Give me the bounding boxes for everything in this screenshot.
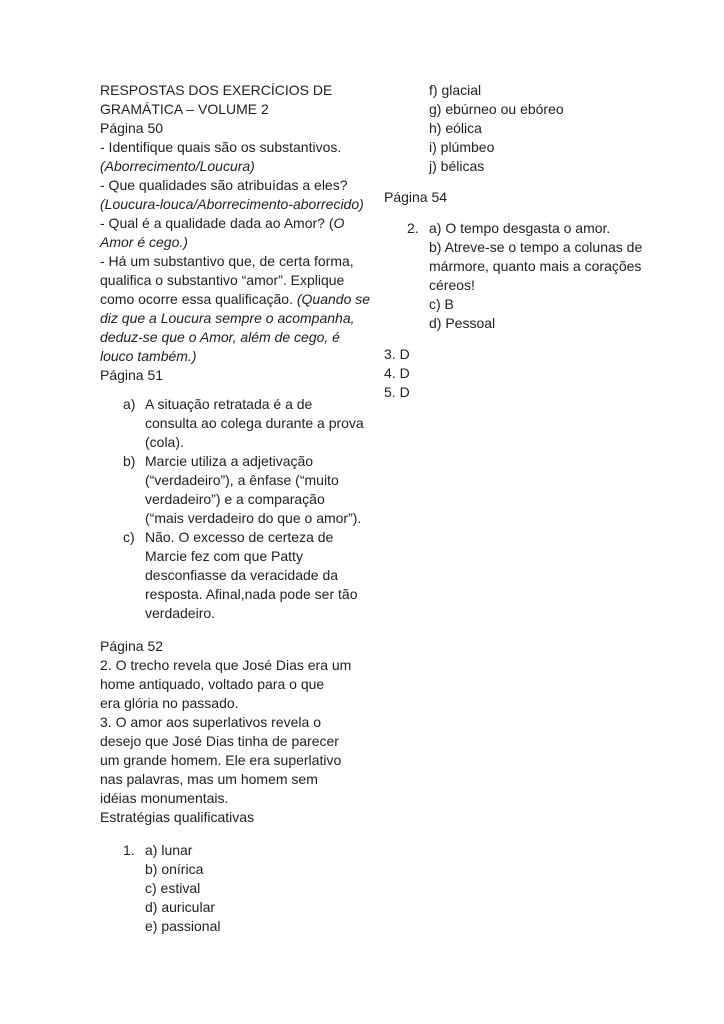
text-line: b) onírica xyxy=(145,861,204,877)
text-line: desconfiasse da veracidade da xyxy=(145,567,339,583)
text-line: como ocorre essa qualificação. (Quando se xyxy=(100,291,371,307)
list-marker: 2. xyxy=(407,220,419,236)
page-heading: Página 52 xyxy=(100,638,164,654)
text-line: - Há um substantivo que, de certa forma, xyxy=(100,253,354,269)
intro-block xyxy=(100,81,382,385)
question-2-item xyxy=(384,219,666,333)
text-line: g) ebúrneo ou ebóreo xyxy=(429,101,564,117)
text-line: qualifica o substantivo “amor”. Explique xyxy=(100,272,345,288)
text-line: a) lunar xyxy=(145,842,193,858)
text-line: 2. O trecho revela que José Dias era um xyxy=(100,657,352,673)
text-line: louco também.) xyxy=(100,348,197,364)
text-line: d) Pessoal xyxy=(429,315,496,331)
text-line: (Loucura-louca/Aborrecimento-aborrecido) xyxy=(100,196,364,212)
text-line: a) O tempo desgasta o amor. xyxy=(429,220,611,236)
text-line: verdadeiro. xyxy=(145,605,216,621)
text-line: - Identifique quais são os substantivos. xyxy=(100,139,342,155)
text-line: (Aborrecimento/Loucura) xyxy=(100,158,255,174)
list-marker: 1. xyxy=(123,842,135,858)
text-line: Não. O excesso de certeza de xyxy=(145,529,334,545)
text-line: Marcie fez com que Patty xyxy=(145,548,303,564)
answers-3-4-5-block xyxy=(384,345,666,402)
text-line: - Qual é a qualidade dada ao Amor? (O xyxy=(100,215,345,231)
text-line: Estratégias qualificativas xyxy=(100,809,255,825)
text-line: 3. D xyxy=(384,346,410,362)
page-heading: Página 51 xyxy=(100,367,164,383)
text-line: - Que qualidades são atribuídas a eles? xyxy=(100,177,348,193)
pagina-52-block xyxy=(100,637,382,827)
page-heading: Página 54 xyxy=(384,189,448,205)
text-line: um grande homem. Ele era superlativo xyxy=(100,752,342,768)
question-1-continuation xyxy=(384,81,666,176)
text-line: resposta. Afinal,nada pode ser tão xyxy=(145,586,358,602)
text-line: nas palavras, mas um homem sem xyxy=(100,771,318,787)
text-line: 3. O amor aos superlativos revela o xyxy=(100,714,321,730)
text-line: céreos! xyxy=(429,277,475,293)
text-line: c) estival xyxy=(145,880,201,896)
text-line: i) plúmbeo xyxy=(429,139,495,155)
question-1-item xyxy=(100,841,382,936)
text-line: era glória no passado. xyxy=(100,695,239,711)
text-line: diz que a Loucura sempre o acompanha, xyxy=(100,310,355,326)
text-line: deduz-se que o Amor, além de cego, é xyxy=(100,329,340,345)
list-marker: b) xyxy=(123,453,136,469)
text-line: 4. D xyxy=(384,365,410,381)
text-line: c) B xyxy=(429,296,454,312)
text-line: h) eólica xyxy=(429,120,482,136)
text-line: Marcie utiliza a adjetivação xyxy=(145,453,314,469)
text-line: home antiquado, voltado para o que xyxy=(100,676,325,692)
text-line: f) glacial xyxy=(429,82,482,98)
text-line: (“mais verdadeiro do que o amor”). xyxy=(145,510,362,526)
document-title-line: RESPOSTAS DOS EXERCÍCIOS DE xyxy=(100,82,333,98)
text-line: desejo que José Dias tinha de parecer xyxy=(100,733,339,749)
text-line: (cola). xyxy=(145,434,184,450)
text-line: j) bélicas xyxy=(429,158,485,174)
text-line: 5. D xyxy=(384,384,410,400)
list-marker: a) xyxy=(123,396,136,412)
left-column xyxy=(100,81,382,936)
text-line: verdadeiro”) e a comparação xyxy=(145,491,325,507)
text-line: e) passional xyxy=(145,918,221,934)
text-line: (“verdadeiro”), a ênfase (“muito xyxy=(145,472,339,488)
answer-item-c xyxy=(100,528,382,623)
text-line: b) Atreve-se o tempo a colunas de xyxy=(429,239,643,255)
text-line: d) auricular xyxy=(145,899,216,915)
answer-item-a xyxy=(100,395,382,452)
text-line: idéias monumentais. xyxy=(100,790,229,806)
text-line: consulta ao colega durante a prova xyxy=(145,415,364,431)
text-line: mármore, quanto mais a corações xyxy=(429,258,642,274)
answer-item-b xyxy=(100,452,382,528)
text-line: A situação retratada é a de xyxy=(145,396,313,412)
text-line: Amor é cego.) xyxy=(100,234,188,250)
page-heading: Página 50 xyxy=(100,120,164,136)
document-title-line: GRAMÁTICA – VOLUME 2 xyxy=(100,101,269,117)
list-marker: c) xyxy=(123,529,135,545)
right-column xyxy=(384,81,666,402)
pagina-54-block xyxy=(384,188,666,207)
